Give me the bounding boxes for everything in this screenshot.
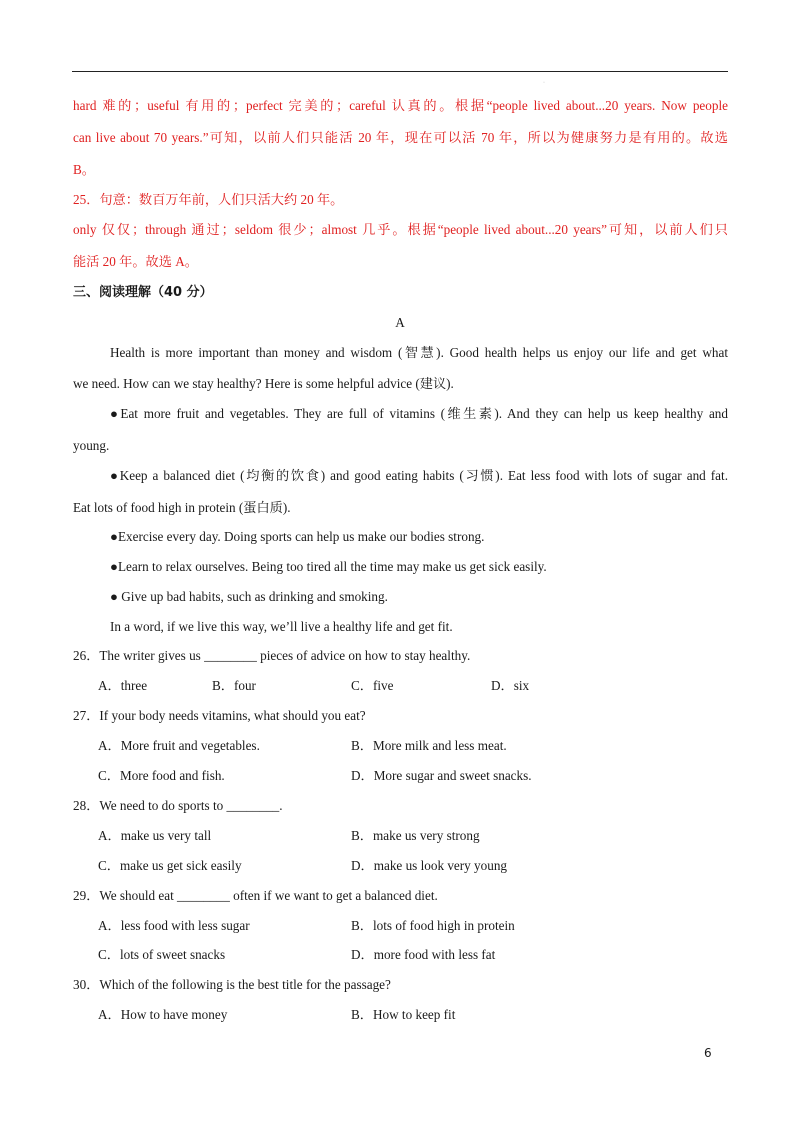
question-27-stem: 27．If your body needs vitamins, what should you eat? <box>73 708 366 723</box>
question-26-option-c[interactable]: C．five <box>351 678 394 693</box>
question-26-option-d[interactable]: D．six <box>491 678 530 693</box>
advice-4: ●Learn to relax ourselves. Being too tired all the time may make us get sick easily. <box>110 559 547 574</box>
section-title: 三、阅读理解（40 分） <box>73 285 213 300</box>
question-27-option-d[interactable]: D．More sugar and sweet snacks. <box>351 768 532 783</box>
header-dot: · <box>543 80 545 86</box>
question-30-stem: 30．Which of the following is the best title for the passage? <box>73 977 391 992</box>
question-27-option-c[interactable]: C．More food and fish. <box>98 768 225 783</box>
question-29-option-d[interactable]: D．more food with less fat <box>351 947 496 962</box>
question-28-option-c[interactable]: C．make us get sick easily <box>98 858 242 873</box>
question-30-option-b[interactable]: B．How to keep fit <box>351 1007 456 1022</box>
question-27-option-b[interactable]: B．More milk and less meat. <box>351 738 507 753</box>
question-29-stem: 29．We should eat ________ often if we want to get a balanced diet. <box>73 888 438 903</box>
question-30-option-a[interactable]: A．How to have money <box>98 1007 228 1022</box>
q25-explanation-line-1: only 仅仅；through 通过；seldom 很少；almost 几乎。根据“people lived about...20 years”可知，以前人们只 <box>73 222 728 237</box>
q25-explanation-title: 25．句意：数百万年前，人们只活大约 20 年。 <box>73 192 344 207</box>
question-28-option-a[interactable]: A．make us very tall <box>98 828 212 843</box>
passage-p1-line-1: Health is more important than money and wisdom (智慧). Good health helps us enjoy our life and get what <box>110 345 728 360</box>
question-28-option-d[interactable]: D．make us look very young <box>351 858 508 873</box>
question-29-option-b[interactable]: B．lots of food high in protein <box>351 918 515 933</box>
question-26-option-a[interactable]: A．three <box>98 678 148 693</box>
passage-label: A <box>395 315 405 330</box>
explanation-line-3: B。 <box>73 162 95 177</box>
q25-explanation-line-2: 能活 20 年。故选 A。 <box>73 254 198 269</box>
question-28-option-b[interactable]: B．make us very strong <box>351 828 480 843</box>
header-rule <box>72 71 728 72</box>
question-29-option-c[interactable]: C．lots of sweet snacks <box>98 947 226 962</box>
question-26-option-b[interactable]: B．four <box>212 678 256 693</box>
explanation-line-1: hard 难的；useful 有用的；perfect 完美的；careful 认真的。根据“people lived about...20 years. Now people <box>73 98 728 113</box>
advice-2-line-1: ●Keep a balanced diet (均衡的饮食) and good eating habits (习惯). Eat less food with lots of sugar and fat. <box>110 468 728 483</box>
page-number: 6 <box>704 1046 712 1060</box>
advice-2-line-2: Eat lots of food high in protein (蛋白质). <box>73 500 291 515</box>
advice-3: ●Exercise every day. Doing sports can help us make our bodies strong. <box>110 529 485 544</box>
passage-p1-line-2: we need. How can we stay healthy? Here is some helpful advice (建议). <box>73 376 454 391</box>
advice-1-line-2: young. <box>73 438 110 453</box>
question-27-option-a[interactable]: A．More fruit and vegetables. <box>98 738 260 753</box>
question-29-option-a[interactable]: A．less food with less sugar <box>98 918 250 933</box>
advice-5: ● Give up bad habits, such as drinking and smoking. <box>110 589 388 604</box>
passage-conclusion: In a word, if we live this way, we’ll live a healthy life and get fit. <box>110 619 453 634</box>
question-28-stem: 28．We need to do sports to ________. <box>73 798 283 813</box>
explanation-line-2: can live about 70 years.”可知，以前人们只能活 20 年，现在可以活 70 年，所以为健康努力是有用的。故选 <box>73 130 728 145</box>
question-26-stem: 26．The writer gives us ________ pieces of advice on how to stay healthy. <box>73 648 471 663</box>
advice-1-line-1: ●Eat more fruit and vegetables. They are full of vitamins (维生素). And they can help us keep healthy and <box>110 406 728 421</box>
